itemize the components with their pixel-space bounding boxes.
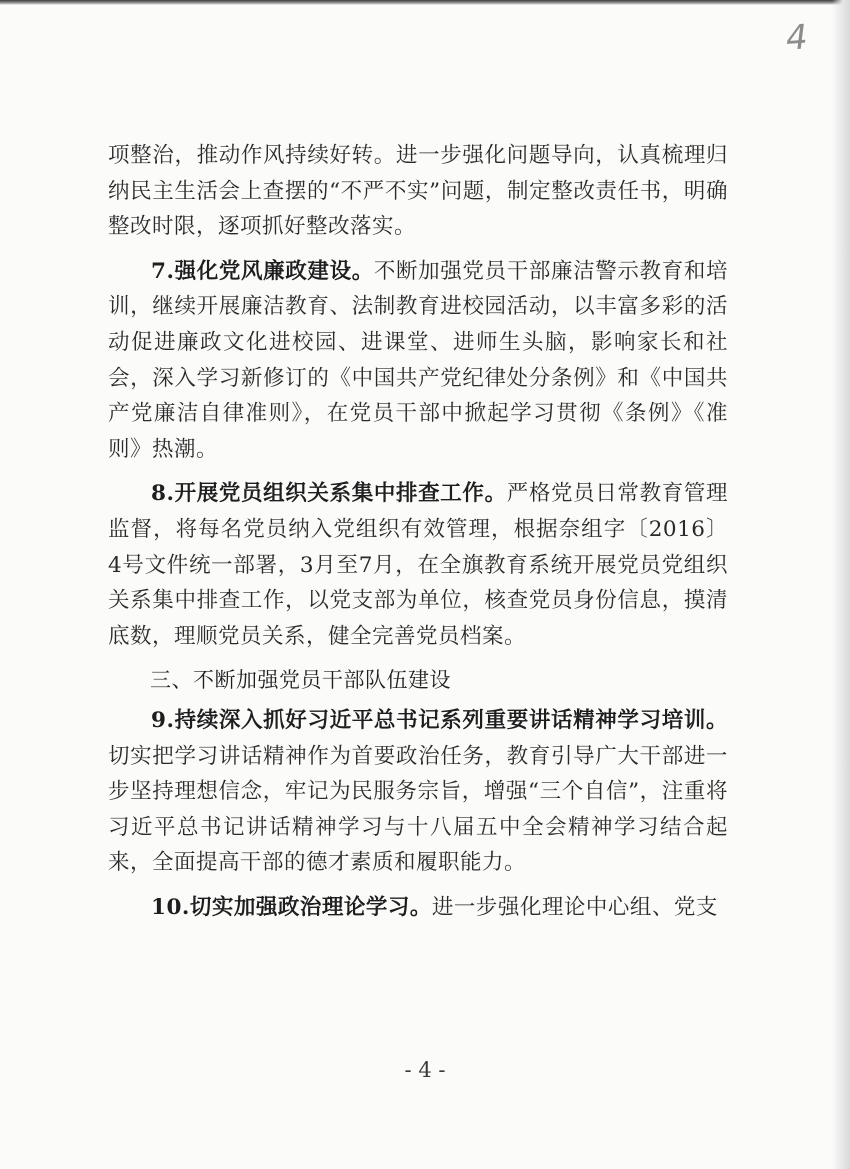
paragraph-text: 项整治，推动作风持续好转。进一步强化问题导向，认真梳理归纳民主生活会上查摆的“不严不实”问题，制定整改责任书，明确整改时限，逐项抓好整改落实。 [108,143,728,240]
paragraph-text: 进一步强化理论中心组、党支 [431,894,718,920]
paragraph-text: 不断加强党员干部廉洁警示教育和培训，继续开展廉洁教育、法制教育进校园活动，以丰富多彩的活动促进廉政文化进校园、进课堂、进师生头脑，影响家长和社会，深入学习新修订的《中国共产党纪律处分条例》和《中国共产党廉洁自律准则》，在党员干部中掀起学习贯彻《条例》《准则》热潮。 [108,258,728,462]
paragraph-8 [108,476,728,654]
paragraph-7 [108,254,728,468]
paragraph-heading: 10.切实加强政治理论学习。 [151,894,432,920]
paragraph-heading: 8.开展党员组织关系集中排查工作。 [151,481,507,507]
scan-top-edge [0,0,850,5]
paragraph-heading: 7.强化党风廉政建设。 [151,258,374,284]
paragraph-heading: 9.持续深入抓好习近平总书记系列重要讲话精神学习培训。 [151,707,728,733]
document-body [108,138,728,934]
paragraph-10 [108,890,728,926]
scan-right-edge [832,0,850,1169]
handwritten-page-number: 4 [784,17,810,59]
paragraph-text: 切实把学习讲话精神作为首要政治任务，教育引导广大干部进一步坚持理想信念，牢记为民服务宗旨，增强“三个自信”，注重将习近平总书记讲话精神学习与十八届五中全会精神学习结合起来，全面提高干部的德才素质和履职能力。 [108,743,728,876]
paragraph-9 [108,703,728,881]
section-title: 三、不断加强党员干部队伍建设 [150,668,451,693]
paragraph-text: 严格党员日常教育管理监督，将每名党员纳入党组织有效管理，根据奈组字〔2016〕4号文件统一部署，3月至7月，在全旗教育系统开展党员党组织关系集中排查工作，以党支部为单位，核查党员身份信息，摸清底数，理顺党员关系，健全完善党员档案。 [108,481,728,649]
footer-page-number: - 4 - [404,1058,446,1082]
paragraph-continuation [108,138,728,245]
